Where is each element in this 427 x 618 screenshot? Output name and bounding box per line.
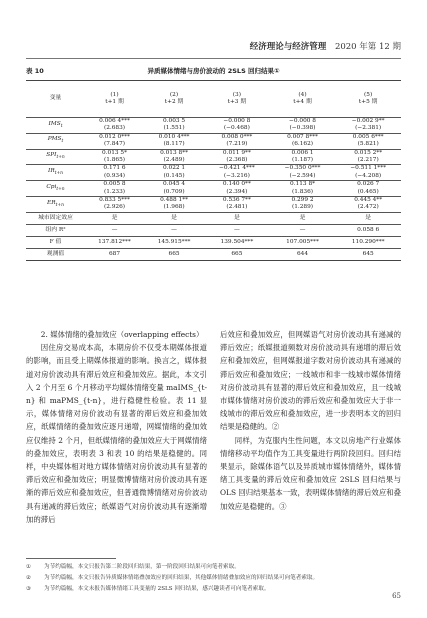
t-stat-cell: (2.481) xyxy=(226,204,248,211)
t-stat-cell: (0.934) xyxy=(103,172,126,179)
footnotes xyxy=(26,562,406,595)
footnote-text: 为节约篇幅，本文未报告媒体情绪工具变量的 2SLS 回归结果，感兴趣读者可向笔者索取。 xyxy=(44,586,270,592)
variable-name: $IR_{t+n}$ xyxy=(26,165,85,181)
coef-cell: 0.833 5*** xyxy=(85,197,144,205)
t-stat-cell: (1.187) xyxy=(291,157,314,164)
variable-subscript: t+n xyxy=(54,171,63,177)
summary-cell: 是 xyxy=(270,212,336,224)
t-stat-cell: (1.968) xyxy=(163,204,185,211)
coef-cell: 0.113 8* xyxy=(270,181,336,189)
summary-cell: 139.504*** xyxy=(204,236,270,248)
summary-cell: — xyxy=(204,224,270,236)
summary-cell: 110.290*** xyxy=(335,236,401,248)
summary-cell: 107.005*** xyxy=(270,236,336,248)
left-column xyxy=(26,328,207,526)
coef-cell: 0.012 0*** xyxy=(85,133,144,141)
column-number: (2) xyxy=(169,91,179,98)
variable-name: $IMS_t$ xyxy=(48,120,63,129)
t-stat-cell: (1.289) xyxy=(291,204,314,211)
t-stat-cell: (2.926) xyxy=(103,204,126,211)
coef-row xyxy=(26,118,401,126)
coef-row xyxy=(26,149,401,157)
summary-label: 组内 R² xyxy=(26,224,85,236)
summary-row xyxy=(26,212,401,224)
coef-cell: 0.299 2 xyxy=(270,197,336,205)
t-stat-cell: (1.865) xyxy=(103,157,126,164)
summary-cell: — xyxy=(144,224,204,236)
summary-row xyxy=(26,224,401,236)
coef-cell: −0.511 1*** xyxy=(335,165,401,173)
column-number: (3) xyxy=(232,91,241,98)
footnote-mark: ① xyxy=(26,564,32,570)
coef-cell: 0.008 0*** xyxy=(204,133,270,141)
variable-subscript: t xyxy=(60,123,63,129)
t-stat-cell: (0.709) xyxy=(163,188,185,195)
column-label: t+4 期 xyxy=(293,99,312,105)
summary-label: F 值 xyxy=(26,236,85,248)
coef-cell: 0.140 0** xyxy=(204,181,270,189)
coef-cell: 0.045 4 xyxy=(144,181,204,189)
coef-cell: −0.000 8 xyxy=(289,118,316,124)
t-stat-cell: (−2.381) xyxy=(355,125,382,132)
summary-label: 城市固定效应 xyxy=(26,212,85,224)
header-column xyxy=(335,81,401,118)
table-caption xyxy=(26,66,401,80)
coef-cell: 0.006 4*** xyxy=(99,118,130,124)
summary-cell: — xyxy=(270,224,336,236)
coef-cell: 0.013 5* xyxy=(85,149,144,157)
header-column xyxy=(204,81,270,118)
variable-name: Cpi$_{t+n}$ xyxy=(26,181,85,197)
coef-row xyxy=(26,133,401,141)
summary-cell: 687 xyxy=(85,248,144,260)
t-stat-cell: (2.683) xyxy=(103,125,126,132)
header-rule xyxy=(26,58,401,59)
table-header-row xyxy=(26,81,401,118)
column-label: t+2 期 xyxy=(164,99,184,105)
paragraph: 后效应和叠加效应，但网媒语气对房价波动具有递减的滞后效应；纸媒报道频数对房价波动具有递增的滞后效应和叠加效应，但网媒报道字数对房价波动具有递减的滞后效应和叠加效应；一线城市和非一线城市媒体情绪对房价波动具有显著的滞后效应和叠加效应，且一线城市媒体情绪对房价波动的滞后效应和叠加效应大于非一线城市的滞后效应和叠加效应，进一步表明本文的回归结果是稳健的。② xyxy=(220,330,401,432)
paragraph: 因住房交易成本高，本期房价不仅受本期媒体报道的影响，而且受上期媒体报道的影响。换言之，媒体报道对房价波动具有滞后效应和叠加效应。据此，本文引入 2 个月至 6 个月移动平均媒体情绪变量 maIMS_{t-n} 和 maPMS_{t-n}，进行稳健性检验。表 11 显示，媒体情绪对房价波动有显著的滞后效应和叠加效应，纸媒情绪的叠加效应逐月递增，网媒情绪的叠加效应仅维持 2 个月，但纸媒情绪的叠加效应大于网媒情绪的叠加效应，表明表 3 和表 10 的结果是稳健的。同样，中央媒体相对地方媒体情绪对房价波动具有显著的滞后效应和叠加效应；明显微博情绪对房价波动具有逐渐的滞后效应和叠加效应，但普通微博情绪对房价波动具有递减的滞后效应；纸媒语气对房价波动具有逐渐增加的滞后 xyxy=(26,343,207,524)
coef-cell: 0.022 1 xyxy=(144,165,204,173)
journal-issue: 2020 年第 12 期 xyxy=(334,42,401,52)
summary-cell: 145.915*** xyxy=(144,236,204,248)
header-variable: 变量 xyxy=(26,81,85,118)
t-stat-cell: (2.394) xyxy=(226,188,248,195)
t-stat-cell: (−4.208) xyxy=(355,172,382,179)
header-column xyxy=(85,81,144,118)
column-label: t+1 期 xyxy=(105,99,124,105)
footnote-text: 为节约篇幅，本文只报告异质媒体情绪叠加效应的回归结果，其他媒体情绪叠加效应的回归结果可向笔者索取。 xyxy=(44,575,319,581)
summary-row xyxy=(26,248,401,260)
coef-cell: 0.011 9** xyxy=(204,149,270,157)
summary-cell: 是 xyxy=(204,212,270,224)
t-stat-cell: (7.219) xyxy=(226,141,248,148)
variable-subscript: t xyxy=(61,139,64,145)
t-stat-cell: (−0.468) xyxy=(223,125,250,132)
summary-cell: 645 xyxy=(335,248,401,260)
right-column xyxy=(220,328,401,513)
summary-cell: 是 xyxy=(335,212,401,224)
footnote-rule xyxy=(26,558,116,559)
t-stat-cell: (1.233) xyxy=(103,188,126,195)
t-stat-cell: (0.145) xyxy=(163,172,185,179)
coef-cell: −0.002 9** xyxy=(351,118,385,124)
t-stat-cell: (−0.398) xyxy=(289,125,316,132)
footnote xyxy=(26,584,406,595)
variable-subscript: t+n xyxy=(56,187,65,193)
t-stat-cell: (5.821) xyxy=(357,141,379,148)
t-stat-cell: (−2.594) xyxy=(289,172,316,179)
coef-cell: 0.445 4** xyxy=(335,197,401,205)
t-stat-cell: (1.836) xyxy=(291,188,314,195)
column-label: t+5 期 xyxy=(358,99,378,105)
coef-cell: 0.010 4*** xyxy=(144,133,204,141)
summary-cell: 是 xyxy=(85,212,144,224)
variable-subscript: t+n xyxy=(56,155,65,161)
t-stat-cell: (7.847) xyxy=(103,141,126,148)
coef-row xyxy=(26,165,401,173)
summary-label: 观测值 xyxy=(26,248,85,260)
summary-cell: 是 xyxy=(144,212,204,224)
header-column xyxy=(270,81,336,118)
paragraph: 同样，为克服内生性问题，本文以房地产行业媒体情绪移动平均值作为工具变量进行两阶段回归。回归结果显示，除媒体语气以及异质城市媒体情绪外，媒体情绪工具变量的滞后效应和叠加效应 2SLS 回归结果与 OLS 回归结果基本一致，表明媒体情绪的滞后效应和叠加效应是稳健的。③ xyxy=(220,435,401,511)
coef-cell: 0.006 1 xyxy=(270,149,336,157)
variable-name: $SPI_{t+n}$ xyxy=(26,149,85,165)
coef-row xyxy=(26,181,401,189)
results-table xyxy=(26,80,401,261)
column-label: t+3 期 xyxy=(227,99,247,105)
section-heading: 2. 媒体情绪的叠加效应（overlapping effects） xyxy=(40,330,204,339)
coef-cell: 0.488 1** xyxy=(144,197,204,205)
footnote-text: 为节约篇幅，本文只报告第二阶段回归结果，第一阶段回归结果可向笔者索取。 xyxy=(44,564,240,570)
column-number: (4) xyxy=(298,91,307,98)
summary-cell: 137.812*** xyxy=(85,236,144,248)
coef-cell: 0.015 2** xyxy=(335,149,401,157)
t-stat-cell: (8.117) xyxy=(163,141,185,148)
footnote-mark: ② xyxy=(26,575,32,581)
coef-cell: 0.005 6*** xyxy=(335,133,401,141)
variable-name: $ER_{t+n}$ xyxy=(26,197,85,213)
t-stat-cell: (6.162) xyxy=(291,141,314,148)
coef-row xyxy=(26,197,401,205)
coef-cell: 0.013 8** xyxy=(144,149,204,157)
table-number: 表 10 xyxy=(26,67,44,75)
variable-subscript: t+n xyxy=(55,202,64,208)
coef-cell: −0.421 4*** xyxy=(204,165,270,173)
coef-cell: 0.005 8 xyxy=(85,181,144,189)
footnote xyxy=(26,573,406,584)
summary-cell: 644 xyxy=(270,248,336,260)
variable-name: $PMS_t$ xyxy=(26,133,85,149)
summary-cell: 0.058 6 xyxy=(335,224,401,236)
summary-cell: — xyxy=(85,224,144,236)
coef-cell: −0.000 8 xyxy=(223,118,251,124)
journal-header xyxy=(26,40,401,56)
coef-cell: 0.171 6 xyxy=(85,165,144,173)
coef-cell: −0.350 0*** xyxy=(270,165,336,173)
coef-cell: 0.536 7** xyxy=(204,197,270,205)
column-number: (5) xyxy=(364,91,373,98)
t-stat-cell: (2.489) xyxy=(163,157,185,164)
page-number: 65 xyxy=(392,592,401,600)
summary-row xyxy=(26,236,401,248)
footnote-mark: ③ xyxy=(26,586,32,592)
table-title: 异质媒体情绪与房价波动的 2SLS 回归结果① xyxy=(147,67,280,75)
t-stat-cell: (2.368) xyxy=(226,157,248,164)
summary-cell: 665 xyxy=(204,248,270,260)
t-stat-cell: (0.465) xyxy=(357,188,379,195)
journal-name: 经济理论与经济管理 xyxy=(249,42,327,52)
column-number: (1) xyxy=(110,91,119,98)
t-stat-cell: (−3.216) xyxy=(223,172,250,179)
header-column xyxy=(144,81,204,118)
t-stat-cell: (2.217) xyxy=(357,157,379,164)
t-stat-cell: (2.472) xyxy=(357,204,379,211)
footnote xyxy=(26,562,406,573)
t-stat-cell: (1.551) xyxy=(163,125,185,132)
coef-cell: 0.003 5 xyxy=(162,118,186,124)
coef-cell: 0.026 7 xyxy=(335,181,401,189)
summary-cell: 665 xyxy=(144,248,204,260)
coef-cell: 0.007 8*** xyxy=(270,133,336,141)
